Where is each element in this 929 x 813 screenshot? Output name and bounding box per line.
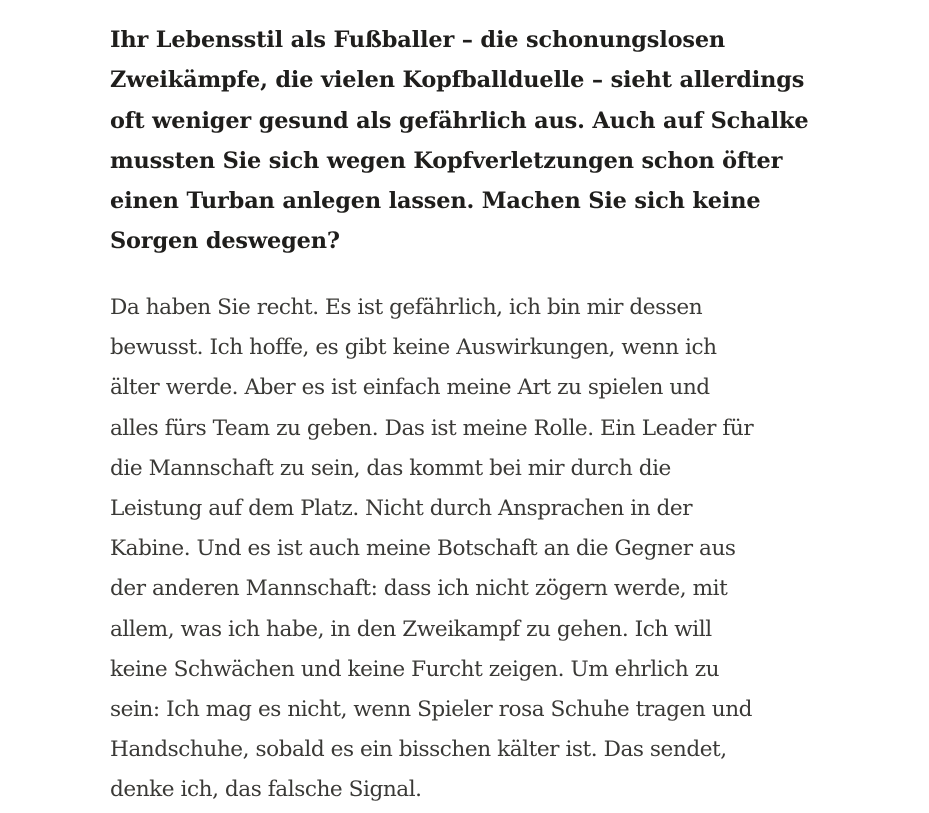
answer-line: keine Schwächen und keine Furcht zeigen. Um ehrlich zu <box>110 656 720 682</box>
answer-line: älter werde. Aber es ist einfach meine Art zu spielen und <box>110 375 710 401</box>
answer-line: Handschuhe, sobald es ein bisschen kälter ist. Das sendet, <box>110 737 727 763</box>
answer-line: der anderen Mannschaft: dass ich nicht zögern werde, mit <box>110 576 728 602</box>
interview-question <box>110 20 850 262</box>
question-line: mussten Sie sich wegen Kopfverletzungen schon öfter <box>110 147 783 174</box>
answer-line: denke ich, das falsche Signal. <box>110 777 422 803</box>
interview-article <box>110 20 850 803</box>
question-line: einen Turban anlegen lassen. Machen Sie sich keine <box>110 188 761 215</box>
question-line: Sorgen deswegen? <box>110 228 340 255</box>
question-line: Ihr Lebensstil als Fußballer – die schonungslosen <box>110 27 726 53</box>
answer-line: Leistung auf dem Platz. Nicht durch Ansprachen in der <box>110 496 693 522</box>
question-line: Zweikämpfe, die vielen Kopfballduelle – sieht allerdings <box>110 67 805 94</box>
answer-line: alles fürs Team zu geben. Das ist meine Rolle. Ein Leader für <box>110 415 754 441</box>
answer-line: Da haben Sie recht. Es ist gefährlich, ich bin mir dessen <box>110 295 703 320</box>
answer-line: sein: Ich mag es nicht, wenn Spieler rosa Schuhe tragen und <box>110 697 753 723</box>
answer-line: Kabine. Und es ist auch meine Botschaft an die Gegner aus <box>110 536 736 562</box>
interview-answer <box>110 288 753 811</box>
answer-line: allem, was ich habe, in den Zweikampf zu gehen. Ich will <box>110 616 712 642</box>
answer-line: die Mannschaft zu sein, das kommt bei mir durch die <box>110 455 671 481</box>
answer-line: bewusst. Ich hoffe, es gibt keine Auswirkungen, wenn ich <box>110 335 717 361</box>
question-line: oft weniger gesund als gefährlich aus. Auch auf Schalke <box>110 107 809 134</box>
